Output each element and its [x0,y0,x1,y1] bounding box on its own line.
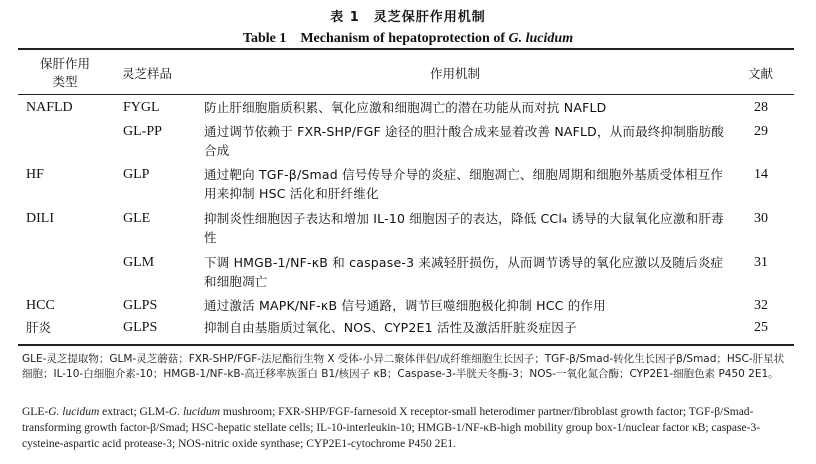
row-ref: 31 [754,255,768,270]
row-sample: GLE [123,211,151,226]
row-sample: GL-PP [123,124,162,139]
header-type-line1: 保肝作用 [39,56,90,71]
row-mechanism: 抑制炎性细胞因子表达和增加 IL-10 细胞因子的表达，降低 CCl₄ 诱导的大鼠氧化应激和肝毒性 [204,211,724,245]
header-mechanism: 作用机制 [430,66,481,81]
row-sample: GLM [123,255,155,270]
bottom-rule [18,344,794,346]
footnote-en-species: G. lucidum [48,406,100,418]
row-mechanism: 防止肝细胞脂质积累、氧化应激和细胞凋亡的潜在功能从而对抗 NAFLD [204,100,607,115]
row-type: DILI [26,211,54,226]
table-title-cn: 表 1 灵芝保肝作用机制 [330,10,486,25]
row-sample: GLPS [123,320,158,335]
row-mechanism: 通过激活 MAPK/NF-κB 信号通路，调节巨噬细胞极化抑制 HCC 的作用 [204,298,606,313]
header-type-line2: 类型 [52,74,78,89]
header-sample: 灵芝样品 [122,66,173,81]
title-en-prefix: Table 1 Mechanism of hepatoprotection of [242,31,509,46]
top-rule [18,48,794,50]
row-mechanism: 通过靶向 TGF-β/Smad 信号传导介导的炎症、细胞凋亡、细胞周期和细胞外基质受体相互作用来抑制 HSC 活化和肝纤维化 [204,167,724,201]
footnote-en-mid: extract; GLM- [99,406,169,418]
row-mechanism: 抑制自由基脂质过氧化、NOS、CYP2E1 活性及激活肝脏炎症因子 [204,320,577,335]
footnote-en-species: G. lucidum [168,406,221,418]
title-en-species: G. lucidum [508,31,574,46]
header-rule [18,94,794,95]
row-type: 肝炎 [26,320,52,335]
row-mechanism: 下调 HMGB-1/NF-κB 和 caspase-3 来减轻肝损伤，从而调节诱导的氧化应激以及随后炎症和细胞凋亡 [204,255,724,289]
footnote-en-rest: mushroom; FXR-SHP/FGF-farnesoid X receptor-small heterodimer partner/fibroblast growth factor; TGF-β/Smad-transforming growth factor-β/Smad; HSC-hepatic stellate cells; IL-10-interleukin-10; HMGB-1/NF-κB-high mobility group box-1/nuclear factor κB; caspase-3-cysteine-aspartic acid protease-3; NOS-nitric oxide synthase; CYP2E1-cytochrome P450 2E1. [22,406,761,450]
row-type: HF [26,167,44,182]
header-ref: 文献 [748,66,774,81]
row-mechanism: 通过调节依赖于 FXR-SHP/FGF 途径的胆汁酸合成来显着改善 NAFLD，从而最终抑制脂肪酸合成 [204,124,724,158]
row-sample: GLP [123,167,150,182]
footnote-en-prefix: GLE- [22,406,49,418]
row-ref: 25 [754,320,768,335]
table-title-en [0,27,816,47]
row-ref: 29 [754,124,768,139]
footnote-en [22,404,794,452]
footnote-cn: GLE-灵芝提取物；GLM-灵芝蘑菇；FXR-SHP/FGF-法尼酯衍生物 X 受体-小异二聚体伴侣/成纤维细胞生长因子；TGF-β/Smad-转化生长因子β/Smad；HSC-肝星状细胞；IL-10-白细胞介素-10；HMGB-1/NF-kB-高迁移率族蛋白 B1/核因子 κB；Caspase-3-半胱天冬酶-3；NOS-一氧化氮合酶；CYP2E1-细胞色素 P450 2E1。 [22,353,785,380]
row-ref: 32 [754,298,768,313]
row-sample: FYGL [123,100,160,115]
header-type [25,55,105,91]
row-sample: GLPS [123,298,158,313]
row-ref: 14 [754,167,768,182]
row-type: NAFLD [26,100,73,115]
row-ref: 30 [754,211,768,226]
row-ref: 28 [754,100,768,115]
row-type: HCC [26,298,55,313]
